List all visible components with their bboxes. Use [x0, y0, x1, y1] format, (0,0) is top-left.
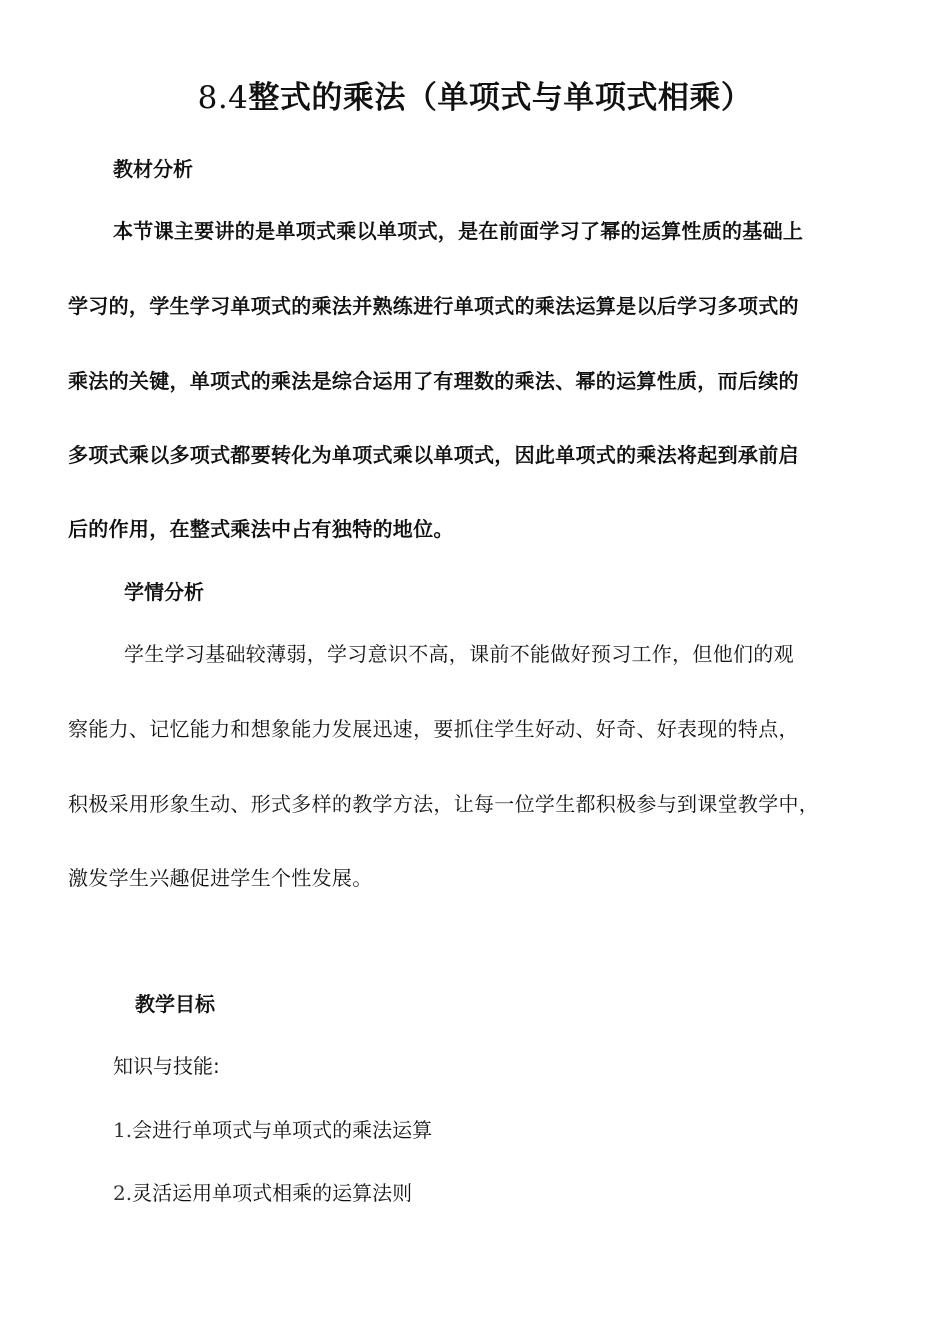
paragraph-line: 积极采用形象生动、形式多样的教学方法，让每一位学生都积极参与到课堂教学中， [68, 792, 820, 816]
goal-item-number: 2. [113, 1181, 133, 1205]
title-number: 8.4 [197, 80, 249, 116]
paragraph-line: 多项式乘以多项式都要转化为单项式乘以单项式，因此单项式的乘法将起到承前启 [68, 443, 799, 467]
goal-item [113, 1177, 412, 1206]
paragraph-line: 后的作用，在整式乘法中占有独特的地位。 [68, 517, 454, 541]
goal-item-number: 1. [113, 1118, 133, 1142]
paragraph-line: 学生学习基础较薄弱，学习意识不高，课前不能做好预习工作，但他们的观 [124, 642, 794, 666]
goal-item [113, 1114, 432, 1143]
paragraph-line: 激发学生兴趣促进学生个性发展。 [68, 866, 373, 890]
paragraph-line: 察能力、记忆能力和想象能力发展迅速，要抓住学生好动、好奇、好表现的特点， [68, 717, 799, 741]
paragraph-line: 乘法的关键，单项式的乘法是综合运用了有理数的乘法、幂的运算性质，而后续的 [68, 369, 799, 393]
knowledge-skills-label: 知识与技能: [113, 1054, 220, 1078]
teaching-goals-heading: 教学目标 [135, 992, 215, 1016]
paragraph-line: 学习的，学生学习单项式的乘法并熟练进行单项式的乘法运算是以后学习多项式的 [68, 294, 799, 318]
student-analysis-heading: 学情分析 [124, 580, 204, 604]
goal-item-text: 会进行单项式与单项式的乘法运算 [132, 1118, 433, 1142]
title-text: 整式的乘法（单项式与单项式相乘） [248, 80, 753, 116]
page-title [0, 72, 950, 117]
goal-item-text: 灵活运用单项式相乘的运算法则 [132, 1181, 413, 1205]
textbook-analysis-heading: 教材分析 [113, 157, 193, 181]
paragraph-line: 本节课主要讲的是单项式乘以单项式，是在前面学习了幂的运算性质的基础上 [113, 219, 804, 243]
